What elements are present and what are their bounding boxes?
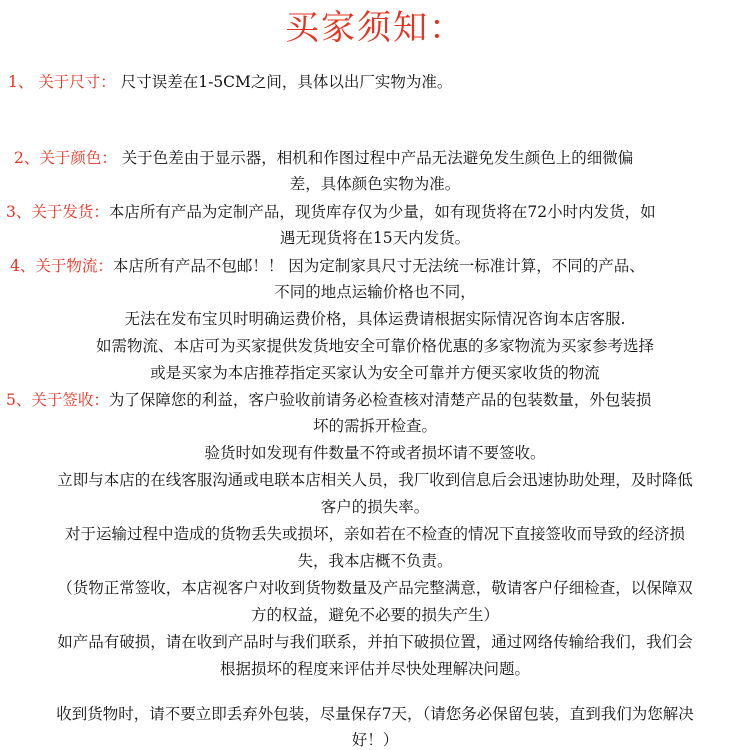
section-size [8, 72, 750, 92]
section-color-label: 2、关于颜色： [14, 149, 117, 167]
section-color-line1: 关于色差由于显示器，相机和作图过程中产品无法避免发生颜色上的细微偏 [116, 149, 634, 167]
section-shipping-label: 3、关于发货： [6, 203, 109, 221]
section-receipt-line6: 对于运输过程中造成的货物丢失或损坏，亲如若在不检查的情况下直接签收而导致的经济损 [64, 525, 685, 543]
packaging-note-line2: 好！） [351, 731, 399, 749]
section-shipping-line1: 本店所有产品为定制产品，现货库存仅为少量，如有现货将在72小时内发货，如 [108, 203, 656, 221]
section-size-label: 1、 关于尺寸： [8, 73, 116, 91]
section-receipt [6, 390, 750, 410]
section-receipt-line4: 立即与本店的在线客服沟通或电联本店相关人员，我厂收到信息后会迅速协助处理，及时降低 [57, 471, 693, 489]
section-receipt-line7: 失，我本店概不负责。 [297, 552, 453, 570]
section-logistics [10, 256, 750, 276]
section-receipt-line5: 客户的损失率。 [320, 498, 430, 516]
section-color-line2: 差，具体颜色实物为准。 [289, 175, 461, 193]
section-receipt-line9: 方的权益，避免不必要的损失产生） [250, 606, 499, 624]
section-logistics-line2: 不同的地点运输价格也不同， [274, 283, 476, 301]
section-color [14, 148, 750, 168]
section-receipt-line2: 坏的需拆开检查。 [312, 417, 437, 435]
section-receipt-line10: 如产品有破损，请在收到产品时与我们联系，并拍下破损位置，通过网络传输给我们，我们会 [57, 633, 693, 651]
section-receipt-line11: 根据损坏的程度来评估并尽快处理解决问题。 [219, 660, 530, 678]
page-title: 买家须知： [285, 8, 465, 48]
section-receipt-line8: （货物正常签收，本店视客户对收到货物数量及产品完整满意，敬请客户仔细检查，以保障双 [57, 579, 693, 597]
section-receipt-line3: 验货时如发现有件数量不符或者损坏请不要签收。 [204, 444, 546, 462]
section-logistics-line5: 或是买家为本店推荐指定买家认为安全可靠并方便买家收货的物流 [150, 364, 600, 382]
section-logistics-line3: 无法在发布宝贝时明确运费价格，具体运费请根据实际情况咨询本店客服. [124, 310, 626, 328]
section-receipt-line1: 为了保障您的利益，客户验收前请务必检查核对清楚产品的包装数量，外包装损 [108, 391, 652, 409]
section-logistics-line4: 如需物流、本店可为买家提供发货地安全可靠价格优惠的多家物流为买家参考选择 [95, 337, 654, 355]
section-shipping [6, 202, 750, 222]
section-logistics-line1: 本店所有产品不包邮！！ 因为定制家具尺寸无法统一标准计算，不同的产品、 [112, 257, 645, 275]
section-shipping-line2: 遇无现货将在15天内发货。 [279, 229, 471, 247]
section-receipt-label: 5、关于签收： [6, 391, 109, 409]
section-logistics-label: 4、关于物流： [10, 257, 113, 275]
section-size-text: 尺寸误差在1-5CM之间，具体以出厂实物为准。 [115, 73, 453, 91]
packaging-note-line1: 收到货物时，请不要立即丢弃外包装，尽量保存7天，（请您务必保留包装，直到我们为您解决 [56, 705, 694, 723]
